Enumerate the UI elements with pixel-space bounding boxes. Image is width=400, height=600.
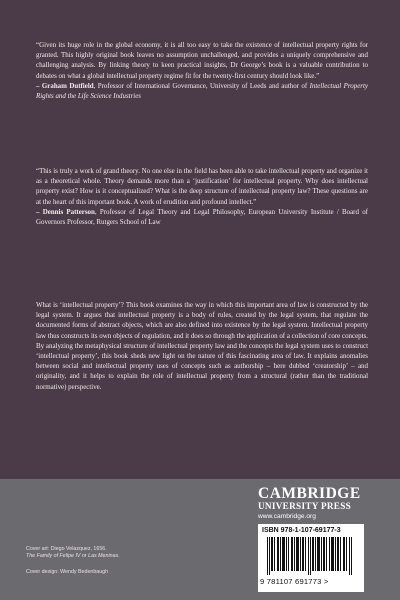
endorsement-text: “Given its huge role in the global economy, it is all too easy to take the existence of intellectual property rights for granted. This highly original book leaves no assumption unchallenged, and provides a uniquely comprehensive and challenging analysis. By linking theory to keen practical insights, Dr George’s book is a valuable contribution to debates on what a global intellectual property regime fit for the twenty-first century should look like.” (36, 41, 368, 80)
book-description: What is ‘intellectual property’? This book examines the way in which this important area of law is constructed by the legal system. It argues that intellectual property is a body of rules, created by the legal system, that regulate the documented forms of abstract objects, which are also defined into existence by the legal system. Intellectual property law thus constructs its own objects of regulation, and it does so through the application of a collection of core concepts. By analyzing the metaphysical structure of intellectual property law and the concepts the legal system uses to construct ‘intellectual property’, this book sheds new light on the nature of this fascinating area of law. It explains anomalies between social and intellectual property uses of concepts such as authorship – here dubbed ‘creatorship’ – and originality, and it helps to explain the role of intellectual property from a structural (rather than the traditional normative) perspective. (36, 301, 368, 391)
endorsement-attribution (36, 81, 368, 101)
barcode-digits: 9 781107 691773 > (260, 577, 329, 586)
cover-art-line1: Cover art: Diego Velazquez, 1656. (26, 546, 107, 552)
publisher-press: UNIVERSITY PRESS (258, 501, 352, 511)
artwork-alt-title: Las Meninas (88, 553, 119, 560)
barcode-icon (267, 537, 353, 575)
endorsement-patterson (36, 166, 368, 227)
endorsement-attribution (36, 207, 368, 227)
endorsement-dutfield (36, 40, 368, 101)
endorser-affiliation: , Professor of International Governance, University of Leeds and author of (93, 81, 310, 90)
cover-art-credit (26, 546, 120, 560)
artwork-conjunction: or (80, 553, 89, 560)
cover-art-line2 (26, 553, 120, 560)
endorser-book-title: Intellectual Property Rights and the Life Science Industries (36, 81, 368, 101)
endorser-name: – Dennis Patterson (36, 207, 95, 216)
endorser-affiliation: , Professor of Legal Theory and Legal Philosophy, European University Institute / Board of Governors Professor, Rutgers School of Law (36, 207, 368, 227)
publisher-name: CAMBRIDGE (258, 485, 361, 502)
isbn-barcode-box (258, 524, 364, 592)
publisher-logo (258, 486, 368, 521)
isbn-label: ISBN 978-1-107-69177-3 (262, 527, 341, 534)
artwork-title: The Family of Felipe IV (26, 553, 81, 560)
endorsement-text: “This is truly a work of grand theory. No one else in the field has been able to take intellectual property and organize it as a theoretical whole. Theory demands more than a ‘justification’ for intellectual property. Why does intellectual property exist? How is it conceptualized? What is the deep structure of intellectual property law? These questions are at the heart of this important book. A work of erudition and profound intellect.” (36, 167, 368, 206)
endorser-name: – Graham Dutfield (36, 81, 94, 90)
artwork-period: . (118, 553, 120, 560)
publisher-url: www.cambridge.org (258, 513, 316, 520)
cover-design-credit: Cover design: Wendy Bedenbaugh (26, 569, 109, 575)
